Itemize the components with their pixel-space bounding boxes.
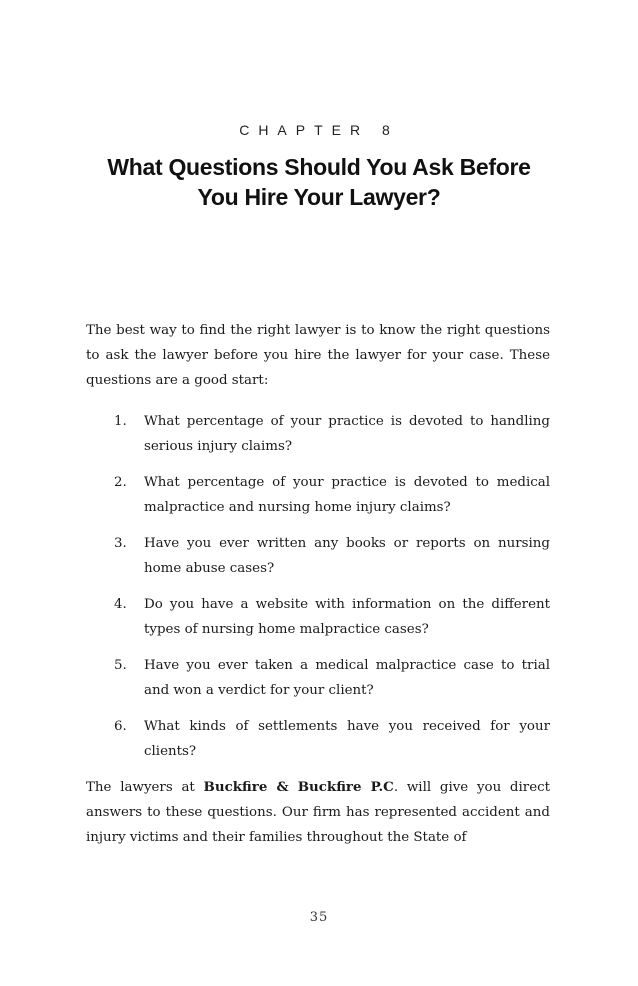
list-item [86, 531, 550, 581]
list-item-number: 1. [114, 414, 127, 429]
list-item-text: Have you ever taken a medical malpractice case to trial and won a verdict for your client? [144, 658, 550, 698]
chapter-title-line-1: What Questions Should You Ask Before [107, 154, 531, 180]
list-item [86, 592, 550, 642]
list-item-text: Do you have a website with information on the different types of nursing home malpractice cases? [144, 597, 550, 637]
list-item [86, 470, 550, 520]
list-item-number: 5. [114, 658, 127, 673]
chapter-title [60, 152, 578, 212]
list-item-text: What kinds of settlements have you received for your clients? [144, 719, 550, 759]
list-item-text: Have you ever written any books or reports on nursing home abuse cases? [144, 536, 550, 576]
list-item-number: 4. [114, 597, 127, 612]
chapter-label: CHAPTER 8 [239, 122, 399, 138]
question-list [86, 409, 550, 764]
list-item-number: 2. [114, 475, 127, 490]
list-item-text: What percentage of your practice is devoted to medical malpractice and nursing home injury claims? [144, 475, 550, 515]
list-item [86, 653, 550, 703]
intro-paragraph: The best way to find the right lawyer is to know the right questions to ask the lawyer before you hire the lawyer for your case. These questions are a good start: [86, 323, 550, 388]
outro-paragraph [86, 775, 550, 850]
list-item [86, 409, 550, 459]
list-item-text: What percentage of your practice is devoted to handling serious injury claims? [144, 414, 550, 454]
firm-name: Buckfire & Buckfire P.C [203, 779, 394, 795]
list-item-number: 6. [114, 719, 127, 734]
list-item [86, 714, 550, 764]
outro-text-end: . will give you direct answers to these questions. Our firm has represented accident and injury victims and their families throughout the State of [86, 780, 550, 845]
chapter-title-line-2: You Hire Your Lawyer? [197, 184, 441, 210]
body-text [86, 318, 550, 850]
outro-text-start: The lawyers at [86, 780, 204, 795]
page-number: 35 [309, 910, 329, 925]
list-item-number: 3. [114, 536, 127, 551]
